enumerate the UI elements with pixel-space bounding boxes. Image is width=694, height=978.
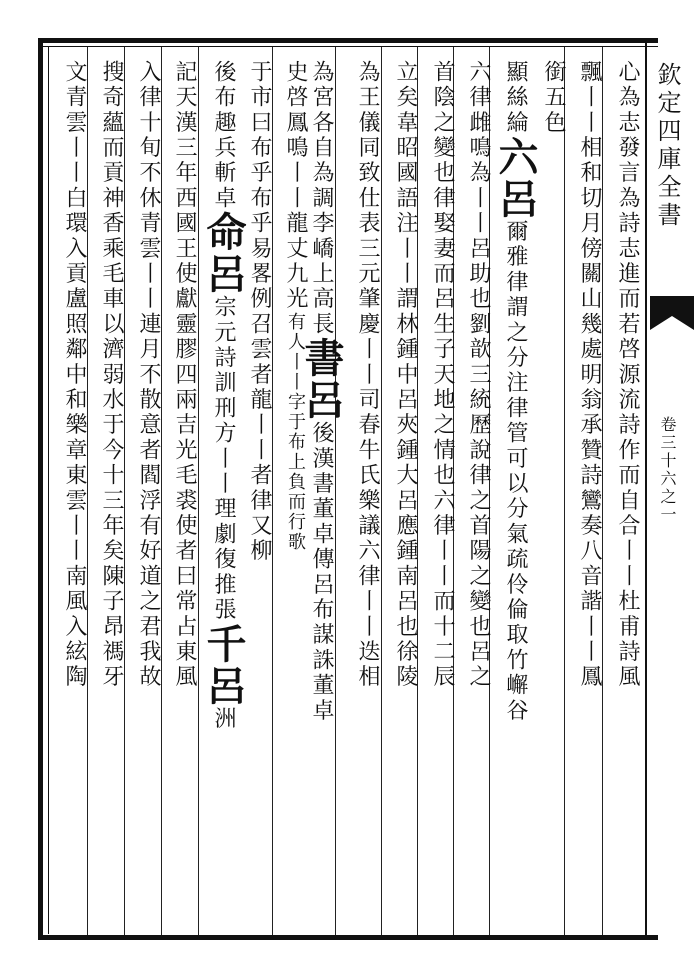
bottom-border [38, 935, 658, 940]
text-run: 六律雌鳴為丨丨呂助也劉歆三統歷說律之首陽之變也呂之 [466, 60, 491, 690]
text-run: 洲 [211, 706, 236, 733]
text-column [200, 60, 247, 930]
left-inner-rule [48, 46, 49, 934]
text-column [96, 60, 126, 930]
entry-heading: 六呂 [492, 135, 539, 220]
text-run: 銜五色 [541, 60, 566, 136]
text-run: 爾雅律謂之分注律管可以分氣疏伶倫取竹嶰谷 [503, 219, 528, 724]
fishtail-mark [650, 296, 694, 330]
text-column [244, 60, 274, 930]
text-column [612, 60, 642, 930]
text-run: 史啓鳳鳴丨丨龍丈九光 [283, 60, 308, 312]
top-border [38, 38, 658, 43]
text-run: 首陰之變也律娶妻而呂生子天地之情也六律丨丨而十二辰 [430, 60, 455, 690]
top-inner-rule [38, 46, 658, 47]
text-run: 為王儀同致仕表三元肇慶丨丨司春牛氏樂議六律丨丨迭相 [355, 60, 380, 690]
text-run: 顯絲綸 [503, 60, 528, 136]
text-run: 心為志發言為詩志進而若啓源流詩作而自合丨丨杜甫詩風 [615, 60, 640, 690]
volume-label: 卷三十六之一 [658, 416, 677, 524]
text-column [352, 60, 382, 930]
text-run: 有人丨丨字于布上負而行歌 [285, 312, 306, 552]
text-column [298, 60, 345, 930]
text-column [463, 60, 493, 930]
text-run: 飄丨丨相和切月傍關山幾處明翁承贊詩鸞奏八音諧丨丨鳳 [577, 60, 602, 690]
text-column [492, 60, 539, 930]
text-run: 入律十旬不休青雲丨丨連月不散意者閻浮有好道之君我故 [136, 60, 161, 690]
text-column [574, 60, 604, 930]
entry-heading: 命呂 [200, 211, 247, 296]
left-border [38, 38, 43, 940]
entry-heading: 書呂 [298, 337, 345, 422]
text-column [427, 60, 457, 930]
text-run: 後布趣兵斬卓 [211, 60, 236, 212]
text-column [390, 60, 420, 930]
text-run: 宗元詩訓刑方丨丨理劇復推張 [211, 295, 236, 623]
text-run: 立矣韋昭國語注丨丨謂林鍾中呂夾鍾大呂應鍾南呂也徐陵 [393, 60, 418, 690]
text-column [538, 60, 568, 930]
text-run: 文青雲丨丨白環入貢盧照鄰中和樂章東雲丨丨南風入絃陶 [62, 60, 87, 690]
text-column [280, 60, 310, 930]
text-run: 搜奇蘊而貢神香乘毛車以濟弱水于今十三年矣陳子昂禡牙 [99, 60, 124, 690]
text-column [169, 60, 199, 930]
book-title: 欽定四庫全書 [653, 62, 681, 230]
entry-heading: 千呂 [200, 622, 247, 707]
text-run: 後漢書董卓傳呂布謀誅董卓 [309, 421, 334, 724]
text-run: 為宮各自為調李嶠上高長 [309, 60, 334, 338]
text-run: 于市曰布乎布乎 [247, 60, 272, 237]
text-run: 記天漢三年西國王使獻靈膠四兩吉光毛裘使者曰常占東風 [172, 60, 197, 690]
text-column [59, 60, 89, 930]
right-margin-rule [645, 38, 647, 940]
text-column [133, 60, 163, 930]
text-run: 易畧例召雲者龍丨丨者律又柳 [247, 236, 272, 565]
